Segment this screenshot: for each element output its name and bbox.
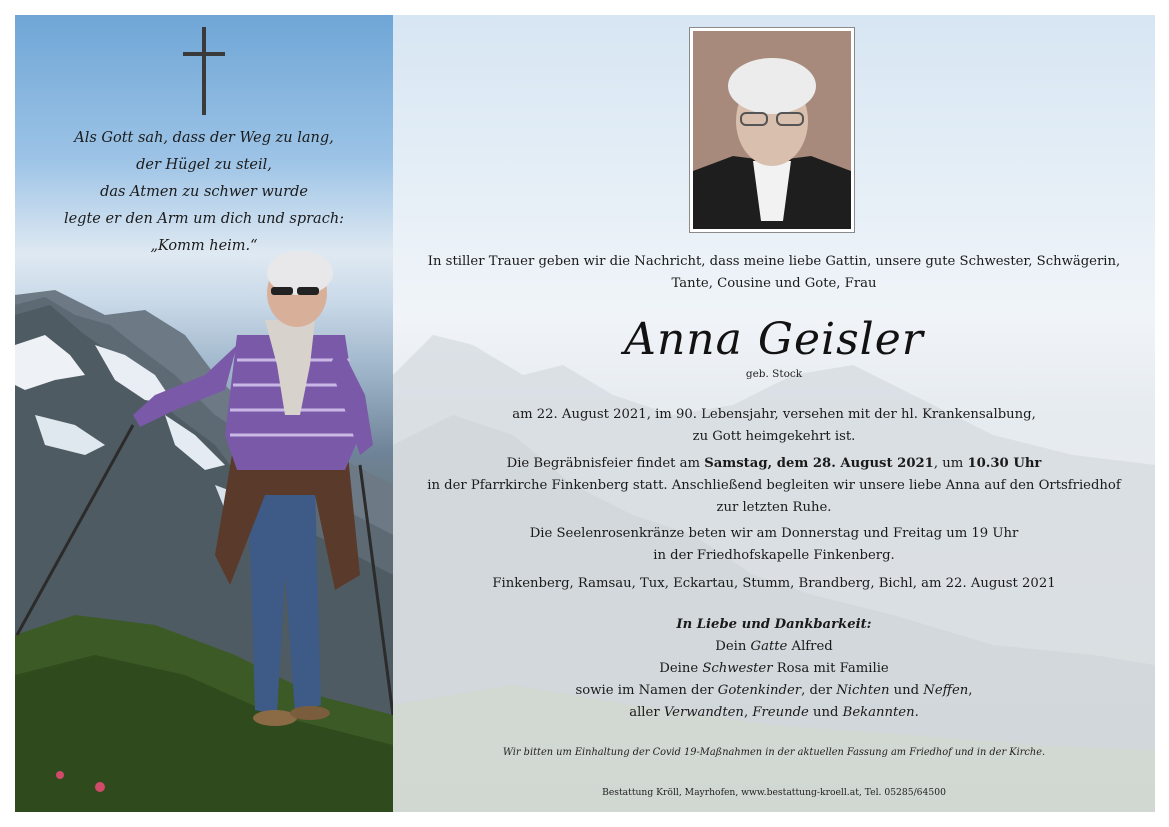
left-photo-panel bbox=[15, 15, 393, 812]
right-text-panel bbox=[393, 15, 1155, 812]
poem bbox=[35, 125, 373, 260]
poem-line: das Atmen zu schwer wurde bbox=[100, 184, 308, 200]
death-line: zu Gott heimgekehrt ist. bbox=[692, 429, 856, 444]
intro-line: Tante, Cousine und Gote, Frau bbox=[671, 276, 877, 291]
covid-note: Wir bitten um Einhaltung der Covid 19-Maßnahmen in der aktuellen Fassung am Friedhof und in der Kirche. bbox=[502, 747, 1046, 758]
death-text bbox=[393, 404, 1155, 448]
birth-name: geb. Stock bbox=[745, 368, 803, 380]
poem-line: Als Gott sah, dass der Weg zu lang, bbox=[74, 130, 334, 146]
rosary-line: in der Friedhofskapelle Finkenberg. bbox=[653, 548, 895, 563]
funeral-home-footer: Bestattung Kröll, Mayrhofen, www.bestattung-kroell.at, Tel. 05285/64500 bbox=[602, 787, 946, 798]
rosary-line: Die Seelenrosenkränze beten wir am Donnerstag und Freitag um 19 Uhr bbox=[529, 526, 1019, 541]
places-date: Finkenberg, Ramsau, Tux, Eckartau, Stumm, Brandberg, Bichl, am 22. August 2021 bbox=[492, 576, 1056, 591]
mourners bbox=[393, 614, 1155, 724]
mourner-line: aller Verwandten, Freunde und Bekannten. bbox=[629, 705, 919, 720]
portrait-photo bbox=[689, 27, 855, 233]
funeral-line: Die Begräbnisfeier findet am Samstag, dem 28. August 2021, um 10.30 Uhr bbox=[506, 456, 1042, 471]
intro-text bbox=[393, 251, 1155, 295]
rosary-text bbox=[393, 523, 1155, 567]
mourner-line: sowie im Namen der Gotenkinder, der Nichten und Neffen, bbox=[575, 683, 973, 698]
mourner-line: Dein Gatte Alfred bbox=[715, 639, 833, 654]
funeral-line: zur letzten Ruhe. bbox=[716, 500, 832, 515]
cross-icon bbox=[183, 27, 225, 115]
mourners-heading: In Liebe und Dankbarkeit: bbox=[676, 617, 872, 632]
deceased-name: Anna Geisler bbox=[624, 314, 924, 365]
intro-line: In stiller Trauer geben wir die Nachricht, dass meine liebe Gattin, unsere gute Schwester, Schwägerin, bbox=[427, 254, 1121, 269]
obituary-card bbox=[15, 15, 1155, 812]
death-line: am 22. August 2021, im 90. Lebensjahr, versehen mit der hl. Krankensalbung, bbox=[512, 407, 1036, 422]
mourner-line: Deine Schwester Rosa mit Familie bbox=[659, 661, 889, 676]
funeral-line: in der Pfarrkirche Finkenberg statt. Anschließend begleiten wir unsere liebe Anna auf den Ortsfriedhof bbox=[427, 478, 1121, 493]
poem-line: der Hügel zu steil, bbox=[136, 157, 272, 173]
poem-line: „Komm heim.“ bbox=[150, 238, 258, 254]
poem-line: legte er den Arm um dich und sprach: bbox=[63, 211, 345, 227]
funeral-text bbox=[393, 453, 1155, 519]
